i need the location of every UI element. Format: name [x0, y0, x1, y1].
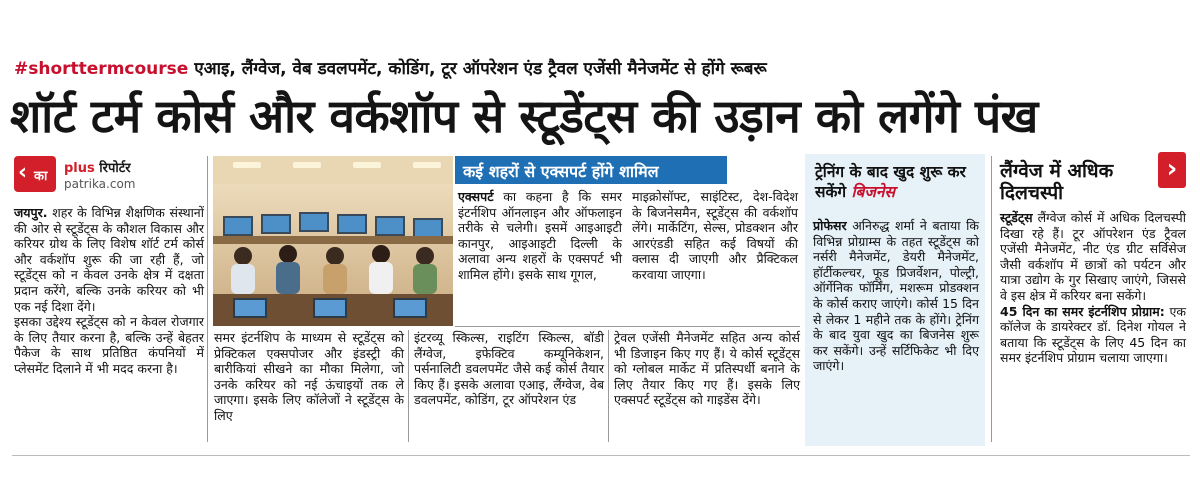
sidebar-business-head: ट्रेनिंग के बाद खुद शुरू कर सकेंगे बिजनेस — [815, 163, 966, 201]
byline — [14, 156, 204, 200]
column-4-top: माइक्रोसॉफ्ट, साइंटिस्ट, देश-विदेश के बिजनेसमैन, स्टूडेंट्स की वर्कशॉप लेंगे। मार्केटिंग, सेल्स, प्रोडक्शन और आरएंडडी सहित कई विषयों की क्लास दी जाएगी और प्रैक्टिकल करवाया जाएगा। — [632, 189, 798, 282]
chevron-left-icon: ‹ — [18, 160, 28, 185]
kicker-text: एआइ, लैंग्वेज, वेब डवलपमेंट, कोडिंग, टूर ऑपरेशन एंड ट्रैवल एजेंसी मैनेजमेंट से होंगे रूबरू — [194, 59, 767, 79]
patrika-badge: ‹ का — [14, 156, 56, 192]
column-4-bottom: ट्रेवल एजेंसी मैनेजमेंट सहित अन्य कोर्स भी डिजाइन किए गए हैं। ये कोर्स स्टूडेंट्स को ग्लोबल मार्केट में प्रतिस्पर्धी बनाने के लिए तैयार किए गए हैं। इसके लिए एक्सपर्ट स्टूडेंट्स को गाइडेंस देंगे। — [614, 330, 800, 408]
hashtag: #shorttermcourse — [14, 59, 189, 79]
column-2: समर इंटर्नशिप के माध्यम से स्टूडेंट्स को प्रेक्टिकल एक्सपोजर और इंडस्ट्री की बारीकियां सीखने का मौका मिलेगा, जो उनके करियर को नई ऊंचाइयों तक ले जाएगा। इसके लिए कॉलेजों ने स्टूडेंट्स के लिए — [214, 330, 404, 423]
sidebar-business — [805, 154, 985, 446]
sidebar-language-head: लैंग्वेज में अधिक दिलचस्पी — [1000, 160, 1114, 204]
sidebar-business-text: प्रोफेसर अनिरुद्ध शर्मा ने बताया कि विभिन्न प्रोग्राम्स के तहत स्टूडेंट्स को नर्सरी मैनेजमेंट, डेयरी मैनेजमेंट, हॉर्टीकल्चर, फूड प्रिजर्वेशन, पोल्ट्री, ऑर्गेनिक फॉर्मिंग, मशरूम प्रोडक्शन के कोर्स कराए जाएंगे। कोर्स 15 दिन से लेकर 1 महीने तक के होंगे। ट्रेनिंग के बाद युवा खुद का बिजनेस शुरू कर सकेंगे। उन्हें सर्टिफिकेट भी दिए जाएंगे। — [813, 218, 979, 374]
column-3-top: एक्सपर्ट का कहना है कि समर इंटर्नशिप ऑनलाइन और ऑफलाइन तरीके से चलेगी। इसमें आइआइटी कानपुर, आइआइटी दिल्ली के अलावा अन्य शहरों के एक्सपर्ट भी शामिल होंगे। इसके साथ गूगल, — [458, 189, 622, 282]
kicker-line — [14, 56, 767, 79]
factbox-title: कई शहरों से एक्सपर्ट होंगे शामिल — [455, 156, 727, 184]
reporter-name: plus रिपोर्टर — [64, 161, 131, 176]
column-1 — [14, 205, 204, 377]
column-3-bottom: इंटरव्यू स्किल्स, राइटिंग स्किल्स, बॉडी लैंग्वेज, इफेक्टिव कम्यूनिकेशन, पर्सनालिटी डवलपमेंट जैसे कई कोर्स तैयार किए हैं। इसके अलावा एआइ, लैंग्वेज, वेब डवलपमेंट, कोडिंग, टूर ऑपरेशन एंड — [414, 330, 604, 408]
internship-subhead: 45 दिन का समर इंटर्नशिप प्रोग्राम: — [1000, 303, 1165, 319]
chevron-right-icon[interactable]: › — [1158, 152, 1186, 188]
sidebar-language-text: स्टूडेंट्स लैंग्वेज कोर्स में अधिक दिलचस्पी दिखा रहे हैं। टूर ऑपरेशन एंड ट्रैवल एजेंसी मैनेजमेंट, नीट एंड ग्रीट सर्विसेज जैसी वर्कशॉप में छात्रों को पर्यटन और यात्रा उद्योग के गुर सिखाए जाएंगे, जिससे वे इस क्षेत्र में करियर बना सकेंगे। 45 दिन का समर इंटर्नशिप प्रोग्राम: एक कॉलेज के डायरेक्टर डॉ. दिनेश गोयल ने बताया कि स्टूडेंट्स के लिए 45 दिन का समर इंटर्नशिप प्रोग्राम चलाया जाएगा। — [1000, 210, 1186, 366]
site-url: patrika.com — [64, 177, 136, 191]
headline: शॉर्ट टर्म कोर्स और वर्कशॉप से स्टूडेंट्स की उड़ान को लगेंगे पंख — [10, 89, 1038, 143]
col1-para1: जयपुर. शहर के विभिन्न शैक्षणिक संस्थानों की ओर से स्टूडेंट्स के कौशल विकास और करियर ग्रोथ के लिए विशेष शॉर्ट टर्म कोर्स और वर्कशॉप शुरू की जा रही हैं, जो स्टूडेंट्स को न केवल उनके क्षेत्र में दक्षता प्रदान करेंगे, बल्कि उनके करियर को भी एक नई दिशा देंगे। — [14, 205, 204, 314]
bottom-rule — [12, 455, 1190, 456]
col1-para2: इसका उद्देश्य स्टूडेंट्स को न केवल रोजगार के लिए तैयार करना है, बल्कि उन्हें बेहतर पैकेज के साथ प्रतिष्ठित कंपनियों में प्लेसमेंट दिलाने में भी मदद करना है। — [14, 314, 204, 376]
classroom-photo — [213, 156, 453, 326]
